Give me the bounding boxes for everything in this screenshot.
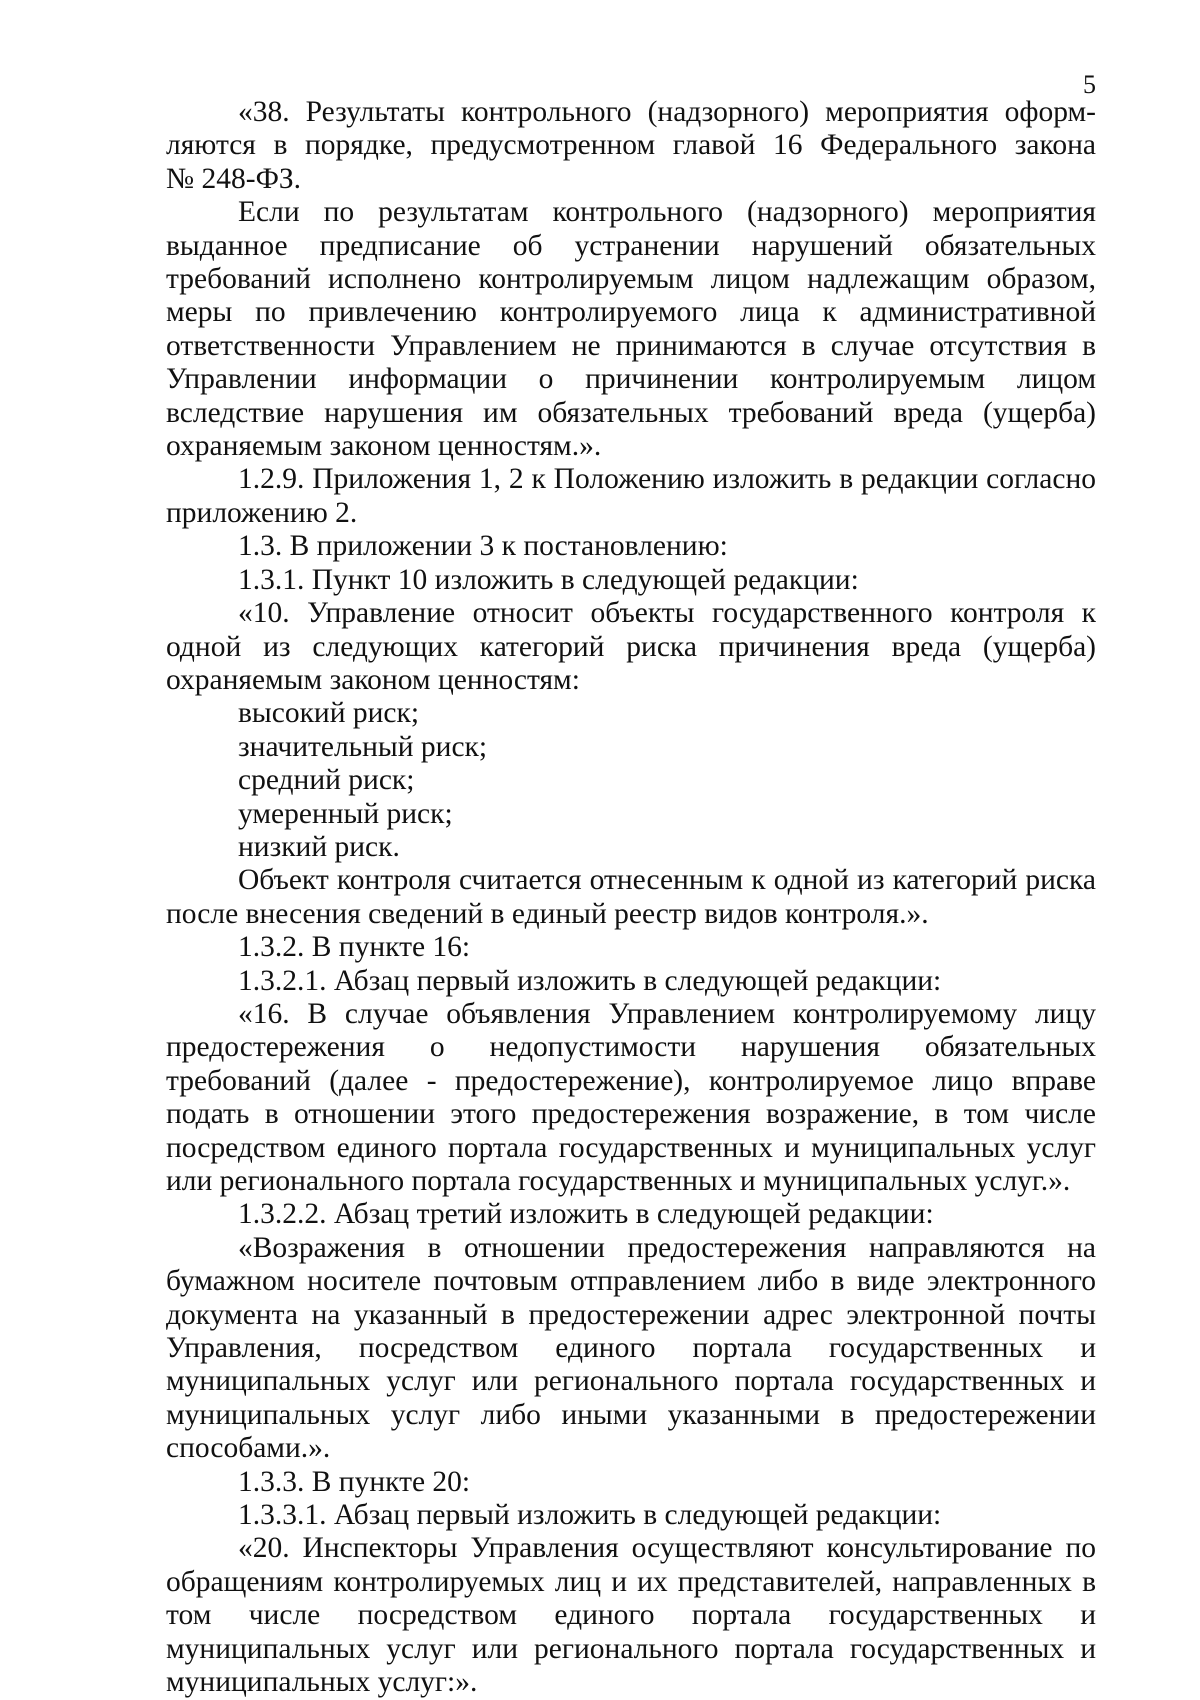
risk-list-item: средний риск; — [238, 764, 415, 797]
paragraph-prescription: Если по результатам контрольного (надзорного) мероприятия выданное предписание об устранении нарушений обязательных требований исполнено контролируемым лицом надлежащим образом, меры по привлечению контролируемого лица к административной ответственности Управлением не принимаются в случае отсутствия в Управлении информации о причинении контролируемым лицом вследствие нарушения им обязательных требований вреда (ущерба) охраняемым законом ценностям.». — [166, 196, 1096, 463]
paragraph-item-20: «20. Инспекторы Управления осуществляют консультирование по обращениям контролируемых лиц и их представителей, направленных в том числе посредством единого портала государственных и муниципальных услуг или регионального портала государственных и муниципальных услуг:». — [166, 1532, 1096, 1699]
paragraph-objections: «Возражения в отношении предостережения направляются на бумажном носителе почтовым отправлением либо в виде электронного документа на указанный в предостережении адрес электронной почты Управления, посредством единого портала государственных и муниципальных услуг или регионального портала государственных и муниципальных услуг либо иными указанными в предостережении способами.». — [166, 1231, 1096, 1465]
risk-list-item: высокий риск; — [238, 697, 420, 730]
paragraph-1-3-1: 1.3.1. Пункт 10 изложить в следующей редакции: — [238, 563, 859, 596]
page-number: 5 — [1083, 70, 1096, 99]
paragraph-item-38: «38. Результаты контрольного (надзорного) мероприятия оформляются в порядке, предусмотренном главой 16 Федерального закона № 248-ФЗ. — [166, 96, 1096, 195]
paragraph-1-3-2-1: 1.3.2.1. Абзац первый изложить в следующей редакции: — [238, 964, 942, 997]
risk-list-item: умеренный риск; — [238, 797, 453, 830]
paragraph-1-3-3-1: 1.3.3.1. Абзац первый изложить в следующей редакции: — [238, 1499, 942, 1532]
paragraph-item-16: «16. В случае объявления Управлением контролируемому лицу предостережения о недопустимости нарушения обязательных требований (далее - предостережение), контролируемое лицо вправе подать в отношении этого предостережения возражение, в том числе посредством единого портала государственных и муниципальных услуг или регионального портала государственных и муниципальных услуг.». — [166, 997, 1096, 1197]
paragraph-risk-category: Объект контроля считается отнесенным к одной из категорий риска после внесения сведений в единый реестр видов контроля.». — [166, 864, 1096, 930]
paragraph-item-10: «10. Управление относит объекты государственного контроля к одной из следующих категорий риска причинения вреда (ущерба) охраняемым законом ценностям: — [166, 597, 1096, 696]
paragraph-1-3-2: 1.3.2. В пункте 16: — [238, 931, 471, 964]
risk-list-item: значительный риск; — [238, 730, 488, 763]
paragraph-1-3-2-2: 1.3.2.2. Абзац третий изложить в следующей редакции: — [238, 1198, 934, 1231]
document-body — [166, 96, 1096, 1700]
paragraph-1-3: 1.3. В приложении 3 к постановлению: — [238, 530, 728, 563]
paragraph-1-3-3: 1.3.3. В пункте 20: — [238, 1465, 471, 1498]
paragraph-1-2-9: 1.2.9. Приложения 1, 2 к Положению изложить в редакции согласно приложению 2. — [166, 463, 1096, 529]
risk-list-item: низкий риск. — [238, 830, 400, 863]
